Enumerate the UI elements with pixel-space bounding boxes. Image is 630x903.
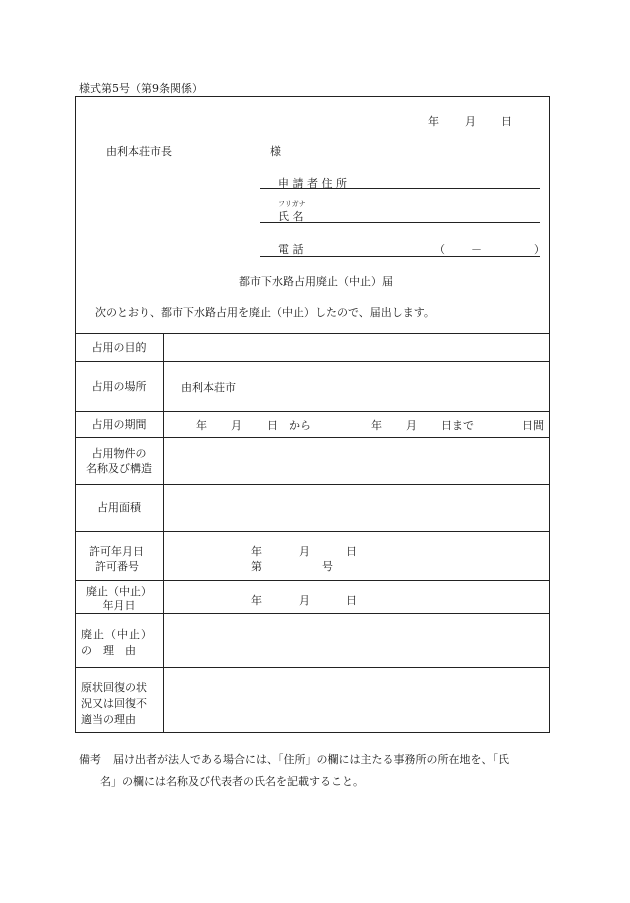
- row-label-reason-2: の 理 由: [81, 644, 136, 657]
- row-label-permit-1: 許可年月日: [89, 545, 144, 558]
- document-title: 都市下水路占用廃止（中止）届: [239, 275, 393, 288]
- row-label-restore-1: 原状回復の状: [81, 681, 147, 694]
- period-year-2: 年: [371, 419, 382, 432]
- permit-day: 日: [346, 545, 357, 558]
- date-day: 日: [501, 115, 512, 128]
- row-line: [75, 361, 550, 362]
- row-label-abolish-2: 年月日: [102, 599, 136, 612]
- remarks-line-1: 届け出者が法人である場合には、「住所」の欄には主たる事務所の所在地を、「氏: [113, 753, 509, 766]
- abolish-day: 日: [346, 594, 357, 607]
- period-year-1: 年: [196, 419, 207, 432]
- row-label-object-2: 名称及び構造: [86, 462, 152, 475]
- addressee-name: 由利本荘市長: [106, 145, 172, 158]
- row-line: [75, 531, 550, 532]
- applicant-address-label: 申 請 者 住 所: [278, 177, 347, 190]
- period-month-1: 月: [231, 419, 242, 432]
- address-underline: [260, 188, 540, 189]
- applicant-phone-label: 電 話: [278, 243, 304, 256]
- phone-close-paren: ）: [534, 243, 545, 256]
- phone-open-paren: （: [434, 243, 445, 256]
- abolish-year: 年: [251, 594, 262, 607]
- permit-year: 年: [251, 545, 262, 558]
- phone-underline: [260, 256, 540, 257]
- row-line: [75, 580, 550, 581]
- applicant-name-label: 氏 名: [278, 210, 304, 223]
- intro-text: 次のとおり、都市下水路占用を廃止（中止）したので、届出します。: [95, 306, 435, 319]
- row-line: [75, 667, 550, 668]
- row-label-location: 占用の場所: [91, 380, 147, 393]
- addressee-honorific: 様: [270, 145, 281, 158]
- name-underline: [260, 222, 540, 223]
- date-month: 月: [465, 115, 476, 128]
- abolish-month: 月: [299, 594, 310, 607]
- permit-number-suffix: 号: [322, 560, 333, 573]
- phone-dash: －: [471, 243, 482, 256]
- row-label-restore-2: 況又は回復不: [81, 697, 147, 710]
- row-value-location: 由利本荘市: [181, 381, 236, 394]
- row-label-reason-1: 廃止（中止）: [81, 628, 153, 641]
- furigana-label: フリガナ: [278, 200, 306, 208]
- remarks-prefix: 備考: [79, 753, 101, 766]
- period-month-2: 月: [406, 419, 417, 432]
- remarks-line-2: 名」の欄には名称及び代表者の氏名を記載すること。: [100, 775, 364, 788]
- table-top-line: [75, 333, 550, 334]
- period-day-2: 日まで: [441, 419, 474, 432]
- row-label-permit-2: 許可番号: [95, 560, 139, 573]
- period-day-1: 日: [267, 419, 278, 432]
- row-label-area: 占用面積: [97, 501, 141, 514]
- row-label-restore-3: 適当の理由: [81, 713, 136, 726]
- row-line: [75, 411, 550, 412]
- row-label-purpose: 占用の目的: [91, 341, 147, 354]
- row-label-abolish-1: 廃止（中止）: [86, 585, 152, 598]
- row-line: [75, 437, 550, 438]
- date-year: 年: [428, 115, 439, 128]
- permit-number-prefix: 第: [251, 560, 262, 573]
- row-label-object-1: 占用物件の: [91, 447, 147, 460]
- period-from: から: [289, 419, 311, 432]
- permit-month: 月: [299, 545, 310, 558]
- row-label-period: 占用の期間: [91, 418, 147, 431]
- row-line: [75, 484, 550, 485]
- row-line: [75, 613, 550, 614]
- period-days: 日間: [522, 419, 544, 432]
- form-number: 様式第5号（第9条関係）: [79, 82, 203, 95]
- label-column-divider: [163, 333, 164, 733]
